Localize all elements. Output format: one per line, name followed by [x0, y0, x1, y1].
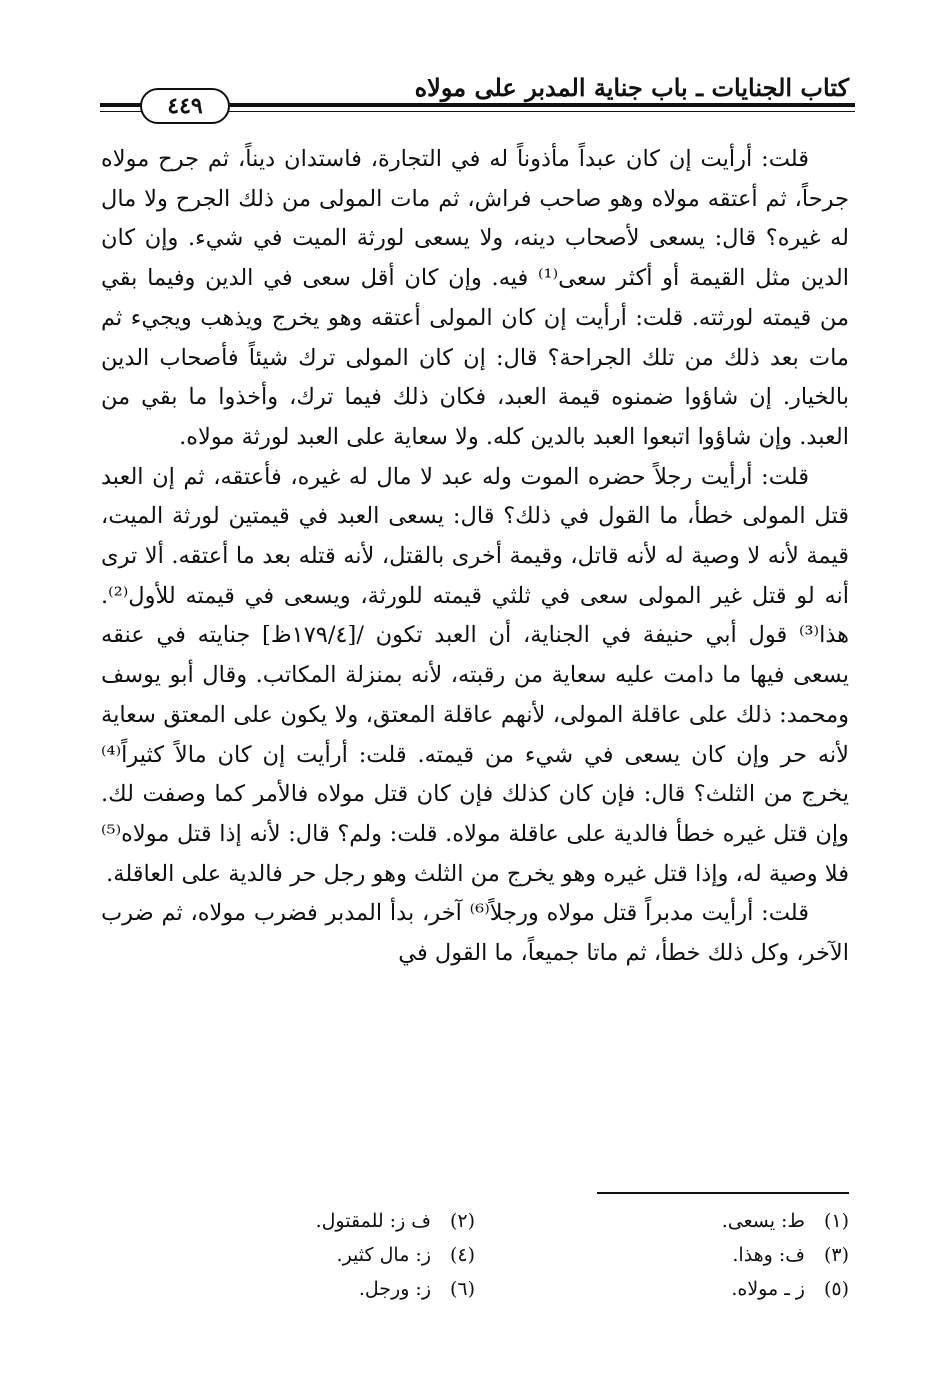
footnotes [101, 1206, 849, 1304]
text-line: شاؤوا اتبعوا العبد بالدين كله. ولا سعاية على العبد لورثة مولاه. [179, 423, 752, 450]
text-line: للورثة، ويسعى في قيمته للأول⁽²⁾. هذا⁽³⁾ قول أبي حنيفة في الجناية، أن [101, 582, 849, 649]
paragraph-1 [101, 140, 849, 458]
footnote-item [101, 1206, 475, 1236]
text-line: مولاه⁽⁵⁾ فلا وصية له، وإذا قتل غيره وهو يخرج من الثلث وهو رجل حر [101, 820, 849, 887]
text-line: قيمتين لورثة الميت، قيمة لأنه لا وصية له لأنه قاتل، وقيمة أخرى بالقتل، [101, 503, 849, 570]
text-line: رقبته، لأنه بمنزلة المكاتب. وقال أبو يوسف ومحمد: ذلك على عاقلة [101, 662, 850, 728]
footnote-separator [597, 1192, 849, 1194]
footnote-number: (١) [823, 1210, 849, 1232]
footnote-number: (٤) [449, 1244, 475, 1266]
chapter-title: كتاب الجنايات ـ باب جناية المدبر على مولاه [414, 73, 849, 102]
footnote-text: ز ـ مولاه. [731, 1278, 805, 1300]
page-number: ٤٤٩ [140, 88, 230, 124]
footnote-number: (٦) [449, 1278, 475, 1300]
text-line: قلت: أرأيت إن كان عبداً مأذوناً له في التجارة، فاستدان ديناً، ثم [207, 146, 809, 172]
text-line: مولاه، ثم ضرب الآخر، وكل ذلك خطأ، ثم ماتا جميعاً، ما القول في [101, 900, 849, 967]
footnote-item [101, 1274, 475, 1304]
footnote-item [475, 1240, 849, 1270]
text-line: فالدية على العاقلة. [106, 860, 283, 887]
text-line: ثم إن العبد قتل المولى خطأ، ما القول في ذلك؟ قال: يسعى العبد في [101, 463, 850, 530]
footnote-item [475, 1206, 849, 1236]
text-line: الجراحة؟ قال: إن كان المولى ترك شيئاً فأصحاب الدين بالخيار. إن شاؤوا [101, 344, 849, 411]
text-line: جرح مولاه جرحاً، ثم أعتقه مولاه وهو صاحب فراش، ثم مات المولى [101, 146, 850, 212]
text-line: المولى، لأنهم عاقلة المعتق، ولا يكون على المعتق سعاية لأنه حر وإن [101, 701, 849, 768]
text-line: لورثة الميت في شيء. وإن كان الدين مثل القيمة أو أكثر سعى⁽¹⁾ فيه. وإن [101, 225, 850, 292]
text-line: كان أقل سعى في الدين وفيما بقي من قيمته لورثته. قلت: أرأيت إن كان [101, 265, 850, 331]
text-line: وإن قتل غيره خطأ فالدية على عاقلة مولاه. قلت: ولم؟ قال: لأنه إذا قتل [177, 820, 849, 847]
footnote-text: ز: مال كثير. [336, 1244, 431, 1266]
main-text [101, 140, 849, 974]
text-line: العبد تكون /[١٧٩/٤ظ] جنايته في عنقه يسعى فيها ما دامت عليه سعاية من [101, 622, 850, 689]
paragraph-2 [101, 458, 849, 895]
text-line: قلت: أرأيت رجلاً حضره الموت وله عبد لا مال له غيره، فأعتقه، [213, 463, 809, 490]
text-line: من ذلك الجرح ولا مال له غيره؟ قال: يسعى لأصحاب دينه، ولا يسعى [101, 185, 849, 252]
footnote-text: ز: ورجل. [358, 1278, 431, 1300]
text-line: المولى أعتقه وهو يخرج ويذهب ويجيء ثم مات بعد ذلك من تلك [101, 304, 849, 371]
text-line: ضمنوه قيمة العبد، فكان ذلك فيما ترك، وأخذوا ما بقي من العبد. وإن [101, 384, 849, 450]
footnote-item [475, 1274, 849, 1304]
footnote-number: (٣) [823, 1244, 849, 1266]
footnote-number: (٢) [449, 1210, 475, 1232]
footnote-item [101, 1240, 475, 1270]
paragraph-3 [101, 894, 849, 973]
footnote-text: ف ز: للمقتول. [315, 1210, 431, 1232]
footnote-text: ط: يسعى. [721, 1210, 805, 1232]
text-line: كان يسعى في شيء من قيمته. قلت: أرأيت إن كان مالاً كثيراً⁽⁴⁾ يخرج من [101, 741, 849, 808]
text-line: لأنه قتله بعد ما أعتقه. ألا ترى أنه لو قتل غير المولى سعى في ثلثي قيمته [101, 543, 850, 609]
footnote-number: (٥) [823, 1278, 849, 1300]
text-line: قلت: أرأيت مدبراً قتل مولاه ورجلاً⁽⁶⁾ آخر، بدأ المدبر فضرب [253, 900, 809, 927]
footnote-text: ف: وهذا. [732, 1244, 805, 1266]
text-line: الثلث؟ قال: فإن كان كذلك فإن كان قتل مولاه فالأمر كما وصفت لك. [101, 781, 756, 808]
